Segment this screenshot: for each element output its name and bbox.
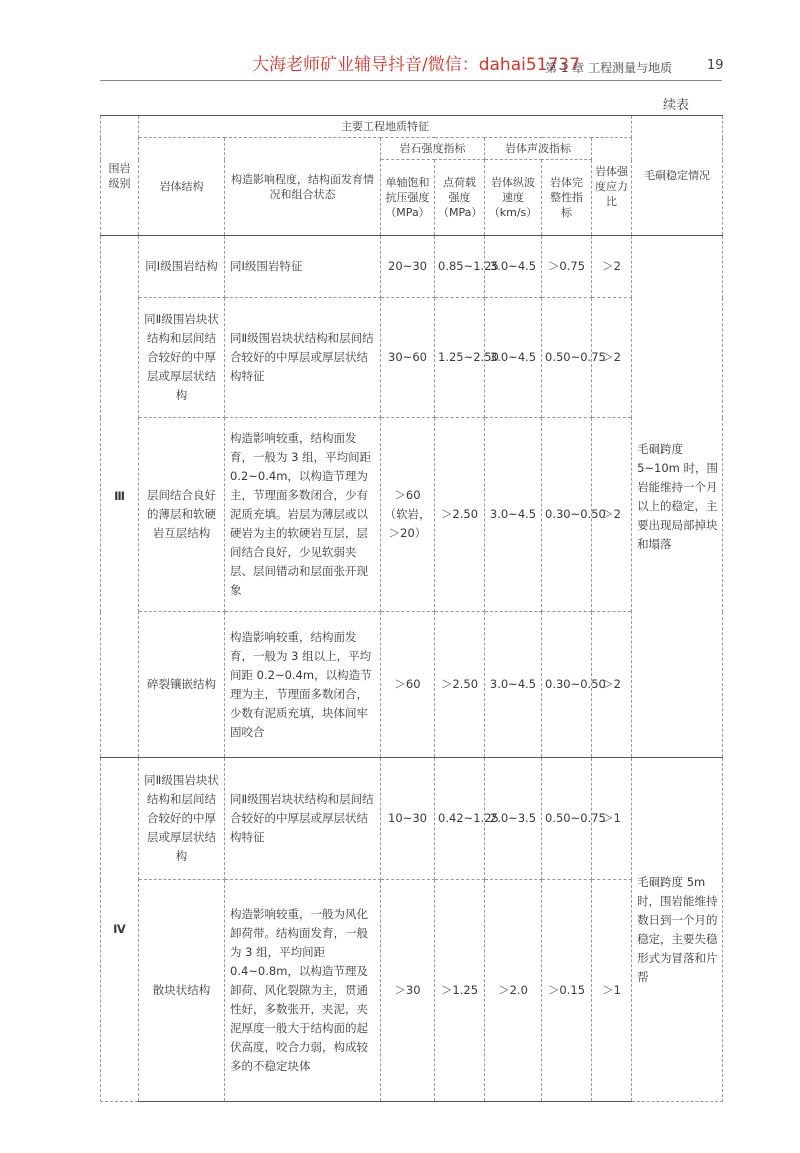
integrity-cell: ＞0.15 — [542, 880, 592, 1102]
pls-cell: 1.25~2.50 — [435, 298, 485, 418]
structure-cell: 层间结合良好的薄层和软硬岩互层结构 — [139, 418, 225, 612]
tectonic-cell: 同Ⅰ级围岩特征 — [225, 236, 381, 298]
structure-cell: 同Ⅰ级围岩结构 — [139, 236, 225, 298]
col-vp-header: 岩体纵波速度（km/s） — [485, 160, 542, 236]
table-row — [101, 298, 723, 418]
structure-cell: 同Ⅱ级围岩块状结构和层间结合较好的中厚层或厚层状结构 — [139, 758, 225, 880]
ratio-cell: ＞2 — [592, 298, 632, 418]
ratio-cell: ＞1 — [592, 758, 632, 880]
main-features-header: 主要工程地质特征 — [139, 116, 632, 138]
pls-cell: ＞2.50 — [435, 418, 485, 612]
rock-classification-table — [100, 115, 723, 1102]
ucs-cell: 30~60 — [381, 298, 435, 418]
structure-cell: 碎裂镶嵌结构 — [139, 612, 225, 758]
col-integrity-header: 岩体完整性指标 — [542, 160, 592, 236]
integrity-cell: ＞0.75 — [542, 236, 592, 298]
grade-cell: Ⅲ — [101, 236, 139, 758]
tectonic-cell: 构造影响较重，一般为风化卸荷带。结构面发育，一般为 3 组，平均间距 0.4~0.8m，以构造节理及卸荷、风化裂隙为主，贯通性好，多数张开，夹泥，夹泥厚度一般大于结构面的起伏高度，咬合力弱，构成较多的不稳定块体 — [225, 880, 381, 1102]
table-row — [101, 880, 723, 1102]
wave-index-header: 岩体声波指标 — [485, 138, 592, 160]
ucs-cell: 20~30 — [381, 236, 435, 298]
pls-cell: 0.85~1.25 — [435, 236, 485, 298]
integrity-cell: 0.50~0.75 — [542, 298, 592, 418]
ratio-cell: ＞2 — [592, 418, 632, 612]
pls-cell: ＞2.50 — [435, 612, 485, 758]
structure-cell: 同Ⅱ级围岩块状结构和层间结合较好的中厚层或厚层状结构 — [139, 298, 225, 418]
header-rule — [100, 80, 722, 81]
col-tectonic-header: 构造影响程度，结构面发育情况和组合状态 — [225, 138, 381, 236]
pls-cell: 0.42~1.25 — [435, 758, 485, 880]
table-row — [101, 612, 723, 758]
vp-cell: ＞2.0 — [485, 880, 542, 1102]
integrity-cell: 0.30~0.50 — [542, 418, 592, 612]
stability-cell: 毛硐跨度 5m 时，围岩能维持数日到一个月的稳定，主要失稳形式为冒落和片帮 — [632, 758, 723, 1102]
grade-cell: Ⅳ — [101, 758, 139, 1102]
ratio-cell: ＞2 — [592, 236, 632, 298]
col-pls-header: 点荷载强度（MPa） — [435, 160, 485, 236]
vp-cell: 2.0~3.5 — [485, 758, 542, 880]
col-grade-header: 围岩级别 — [101, 116, 139, 236]
ucs-cell: ＞60 — [381, 612, 435, 758]
ucs-cell: ＞60（软岩，＞20） — [381, 418, 435, 612]
table-row — [101, 236, 723, 298]
rock-strength-header: 岩石强度指标 — [381, 138, 485, 160]
ratio-cell: ＞2 — [592, 612, 632, 758]
col-stability-header: 毛硐稳定情况 — [632, 116, 723, 236]
table-row — [101, 418, 723, 612]
integrity-cell: 0.50~0.75 — [542, 758, 592, 880]
col-structure-header: 岩体结构 — [139, 138, 225, 236]
continued-label: 续表 — [663, 98, 690, 113]
pls-cell: ＞1.25 — [435, 880, 485, 1102]
ucs-cell: ＞30 — [381, 880, 435, 1102]
tectonic-cell: 同Ⅱ级围岩块状结构和层间结合较好的中厚层或厚层状结构特征 — [225, 758, 381, 880]
stability-cell: 毛硐跨度 5~10m 时，围岩能维持一个月以上的稳定，主要出现局部掉块和塌落 — [632, 236, 723, 758]
page-number: 19 — [707, 58, 724, 73]
running-title: 第 1 章 工程测量与地质 — [545, 61, 673, 75]
table-row — [101, 758, 723, 880]
tectonic-cell: 构造影响较重，结构面发育，一般为 3 组以上，平均间距 0.2~0.4m，以构造节理为主，节理面多数闭合，少数有泥质充填，块体间牢固咬合 — [225, 612, 381, 758]
ratio-cell: ＞1 — [592, 880, 632, 1102]
tectonic-cell: 构造影响较重，结构面发育，一般为 3 组，平均间距 0.2~0.4m，以构造节理为主，节理面多数闭合，少有泥质充填。岩层为薄层或以硬岩为主的软硬岩互层，层间结合良好，少见软弱夹层、层间错动和层面张开现象 — [225, 418, 381, 612]
watermark: 大海老师矿业辅导抖音/微信：dahai51737 — [252, 55, 580, 75]
col-ratio-header: 岩体强度应力比 — [592, 138, 632, 236]
vp-cell: 3.0~4.5 — [485, 418, 542, 612]
vp-cell: 3.0~4.5 — [485, 236, 542, 298]
col-ucs-header: 单轴饱和抗压强度（MPa） — [381, 160, 435, 236]
integrity-cell: 0.30~0.50 — [542, 612, 592, 758]
structure-cell: 散块状结构 — [139, 880, 225, 1102]
vp-cell: 3.0~4.5 — [485, 612, 542, 758]
tectonic-cell: 同Ⅱ级围岩块状结构和层间结合较好的中厚层或厚层状结构特征 — [225, 298, 381, 418]
vp-cell: 3.0~4.5 — [485, 298, 542, 418]
ucs-cell: 10~30 — [381, 758, 435, 880]
